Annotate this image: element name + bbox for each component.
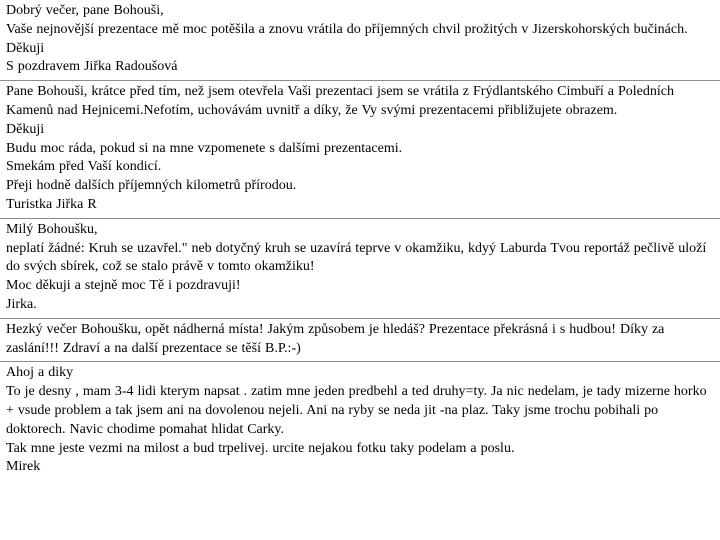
message-line: Turistka Jiřka R [6,196,97,212]
message-line: Milý Bohoušku, [6,221,98,237]
message-line: Mirek [6,459,41,475]
message-line: Vaše nejnovější prezentace mě moc potěšila a znovu vrátila do příjemných chvil prožitých v Jizerskohorských bučinách. [6,21,688,37]
message-5 [0,362,720,480]
message-line: S pozdravem Jiřka Radoušová [6,59,178,75]
message-line: Přeji hodně dalších příjemných kilometrů přírodou. [6,178,297,194]
message-line: Tak mne jeste vezmi na milost a bud trpelivej. urcite nejakou fotku taky podelam a poslu. [6,440,515,456]
message-line: Jirka. [6,296,37,312]
message-line: Pane Bohouši, krátce před tím, než jsem otevřela Vaši prezentaci jsem se vrátila z Frýdlantského Cimbuří a Poledních Kamenů nad Hejnicemi.Nefotím, uchovávám uvnitř a díky, že Vy svými prezentacemi přibližujete obrazem. [6,84,675,118]
message-line: Hezký večer Bohoušku, opět nádherná místa! Jakým způsobem je hledáš? Prezentace překrásná i s hudbou! Díky za zaslání!!! Zdraví a na další prezentace se těší B.P.:-) [6,321,665,356]
message-3 [0,219,720,319]
message-line: Ahoj a diky [6,365,74,381]
message-line: Děkuji [6,40,45,56]
message-line: Děkuji [6,121,45,137]
message-line: Budu moc ráda, pokud si na mne vzpomenete s dalšími prezentacemi. [6,140,403,156]
message-line: Smekám před Vaší kondicí. [6,159,162,175]
message-2 [0,81,720,219]
message-1 [0,0,720,81]
message-line: Dobrý večer, pane Bohouši, [6,3,164,18]
message-line: To je desny , mam 3-4 lidi kterym napsat . zatim mne jeden predbehl a ted druhy=ty. Ja nic nedelam, je tady mizerne horko + vsude problem a tak jsem ani na dovolenou nejeli. Ani na ryby se neda jit -na plaz. Taky jsme trochu pobihali po doktorech. Navic chodime pomahat hlidat Carky. [6,384,707,437]
message-line: neplatí žádné: Kruh se uzavřel." neb dotyčný kruh se uzavírá teprve v okamžiku, kdyý Laburda Tvou reportáž pečlivě uloží do svých sbírek, což se stalo právě v tomto okamžiku! [6,240,707,275]
message-line: Moc děkuji a stejně moc Tě i pozdravuji! [6,278,241,294]
message-4 [0,319,720,363]
